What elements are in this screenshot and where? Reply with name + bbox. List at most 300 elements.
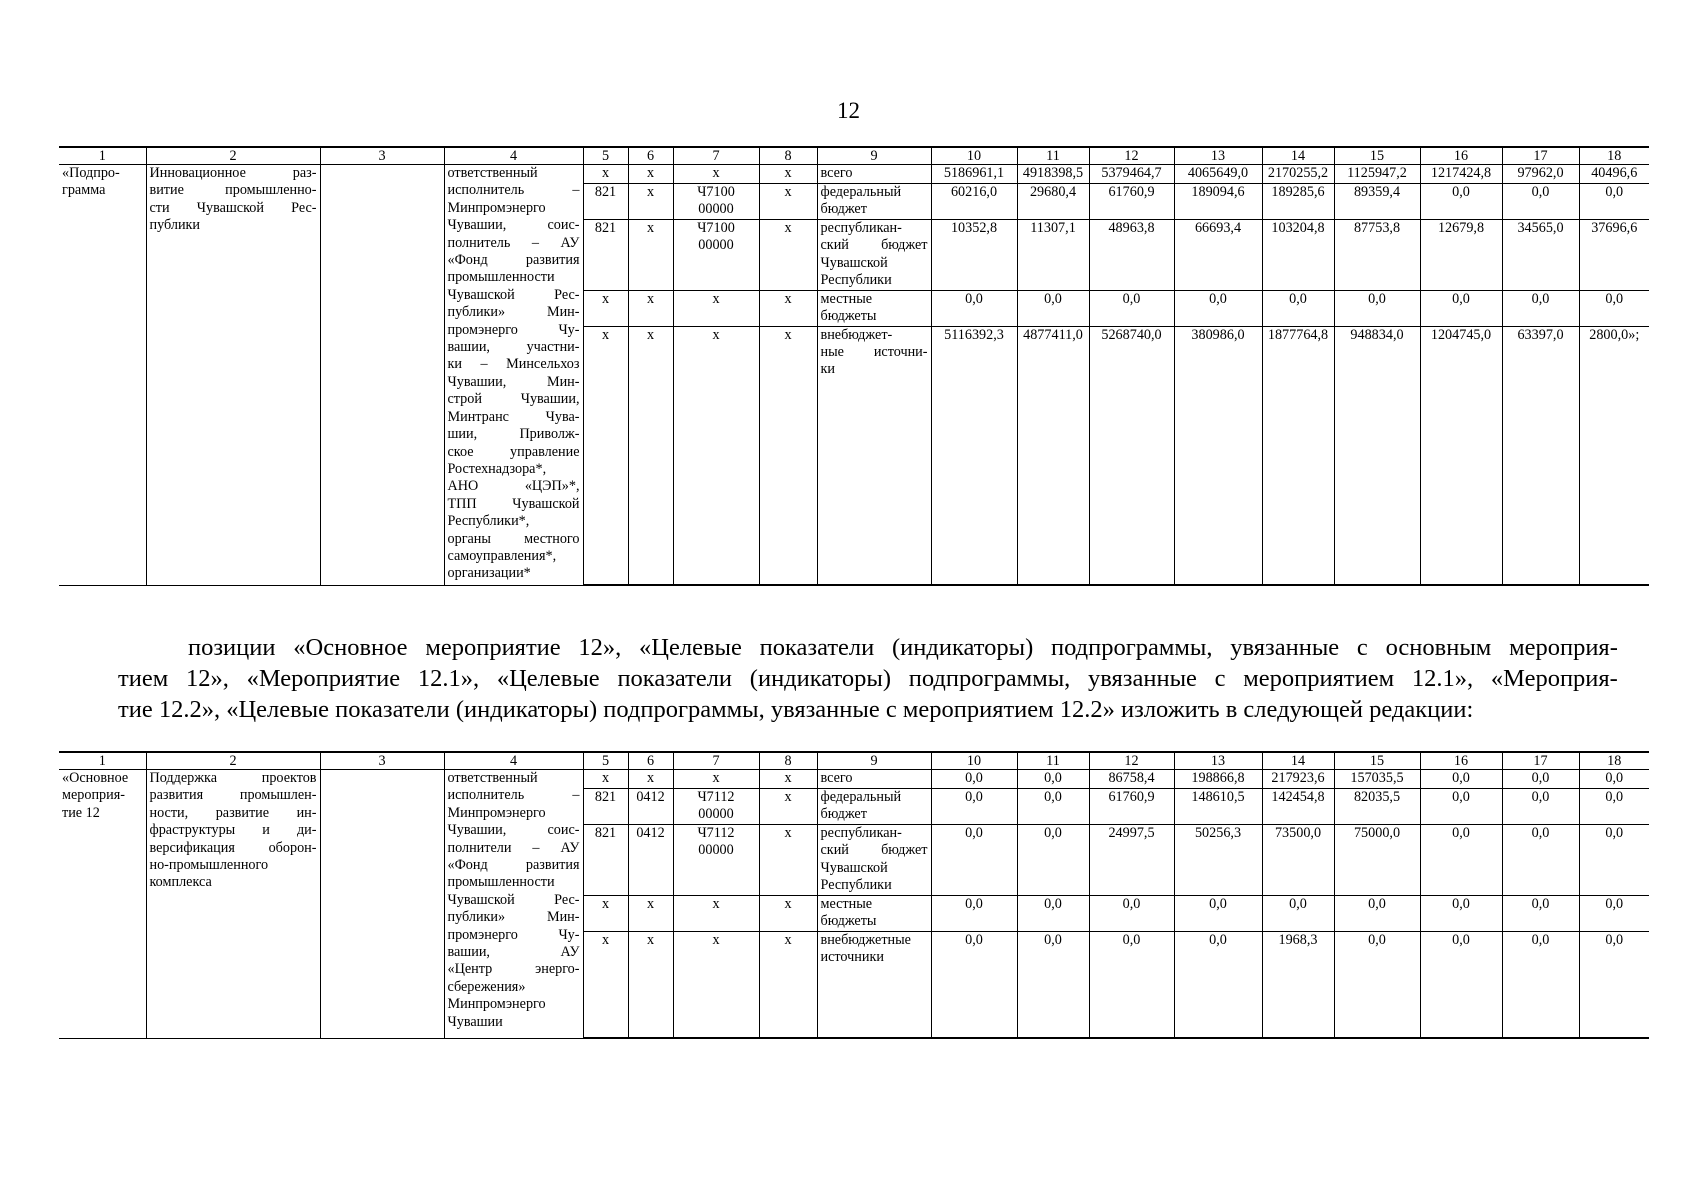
- expense-type: [759, 931, 817, 1038]
- cell-line: бюджеты: [820, 913, 877, 930]
- cell-line: 0412: [636, 789, 665, 805]
- cell-line: Чувашской: [820, 254, 888, 271]
- cell-line: Республики: [820, 272, 892, 289]
- amount-cell: 1125947,2: [1334, 165, 1420, 184]
- cell-line: x: [646, 931, 655, 948]
- cell-line: x: [784, 220, 792, 236]
- program-name: [59, 770, 146, 1039]
- cell-line: строй Чувашии,: [447, 391, 580, 408]
- cell-line: 0412: [636, 825, 665, 841]
- cell-line: Чувашии, Мин-: [447, 373, 580, 390]
- amount-cell: 0,0: [1579, 290, 1649, 326]
- cell-line: Чувашии: [447, 1013, 503, 1030]
- cell-line: x: [646, 290, 655, 307]
- page-number: 12: [837, 98, 860, 123]
- amount-cell: 4877411,0: [1017, 326, 1089, 585]
- column-number: 7: [673, 752, 759, 770]
- column-number: 17: [1502, 752, 1579, 770]
- cell-line: 821: [594, 789, 617, 805]
- amount-cell: 0,0: [1017, 770, 1089, 789]
- amount-cell: 2170255,2: [1262, 165, 1334, 184]
- target-article: [673, 770, 759, 789]
- target-article: [673, 895, 759, 931]
- grbs-code: [583, 290, 628, 326]
- column-number: 15: [1334, 752, 1420, 770]
- cell-line: 821: [594, 825, 617, 841]
- column-number: 1: [59, 147, 146, 165]
- grbs-code: [583, 326, 628, 585]
- amount-cell: 0,0: [1502, 789, 1579, 825]
- goal-cell: [320, 165, 444, 586]
- goal-cell: [320, 770, 444, 1039]
- column-number: 13: [1174, 147, 1262, 165]
- grbs-code: [583, 789, 628, 825]
- amount-cell: 66693,4: [1174, 220, 1262, 291]
- cell-line: Республики*,: [447, 513, 530, 530]
- amount-cell: 0,0: [1174, 895, 1262, 931]
- amount-cell: 0,0: [931, 789, 1017, 825]
- cell-line: ское управление: [447, 443, 580, 460]
- cell-line: «Центр энерго-: [447, 961, 580, 978]
- cell-line: ответственный: [447, 770, 538, 786]
- amount-cell: 0,0: [1089, 290, 1174, 326]
- cell-line: Чувашской Рес-: [447, 891, 580, 908]
- amount-cell: 0,0: [1579, 895, 1649, 931]
- amount-cell: 0,0: [1174, 931, 1262, 1038]
- column-number: 14: [1262, 147, 1334, 165]
- amount-cell: 86758,4: [1089, 770, 1174, 789]
- cell-line: x: [646, 184, 655, 200]
- cell-line: x: [712, 770, 720, 786]
- amount-cell: 0,0: [931, 895, 1017, 931]
- amount-cell: 1204745,0: [1420, 326, 1502, 585]
- cell-line: Республики: [820, 877, 892, 894]
- funding-source: [817, 895, 931, 931]
- cell-line: версификация оборон-: [149, 839, 317, 856]
- column-number: 14: [1262, 752, 1334, 770]
- expense-type: [759, 770, 817, 789]
- cell-line: промышленности: [447, 874, 555, 891]
- financing-table-subprogram: [59, 146, 1649, 586]
- cell-line: x: [712, 165, 720, 181]
- amount-cell: 0,0: [1017, 931, 1089, 1038]
- cell-line: x: [784, 290, 792, 307]
- cell-line: развития промышлен-: [149, 787, 317, 804]
- amount-cell: 0,0: [1579, 789, 1649, 825]
- amount-cell: 5268740,0: [1089, 326, 1174, 585]
- amount-cell: 0,0: [1502, 825, 1579, 896]
- section-code: [628, 290, 673, 326]
- amount-cell: 0,0: [931, 770, 1017, 789]
- cell-line: Инновационное раз-: [149, 165, 317, 181]
- cell-line: промэнерго Чу-: [447, 926, 580, 943]
- column-number: 8: [759, 752, 817, 770]
- cell-line: «Фонд развития: [447, 252, 580, 269]
- amount-cell: 4918398,5: [1017, 165, 1089, 184]
- program-title: [146, 770, 320, 1039]
- amount-cell: 2800,0»;: [1579, 326, 1649, 585]
- expense-type: [759, 789, 817, 825]
- amount-cell: 4065649,0: [1174, 165, 1262, 184]
- cell-line: x: [784, 825, 792, 841]
- cell-line: Минтранс Чува-: [447, 408, 580, 425]
- cell-line: ки – Минсельхоз: [447, 356, 580, 373]
- amount-cell: 63397,0: [1502, 326, 1579, 585]
- cell-line: источники: [820, 949, 884, 966]
- amount-cell: 1217424,8: [1420, 165, 1502, 184]
- program-name: [59, 165, 146, 586]
- cell-line: Минпромэнерго: [447, 996, 546, 1013]
- column-number: 3: [320, 752, 444, 770]
- cell-line: вашии, участни-: [447, 339, 580, 356]
- funding-source: [817, 931, 931, 1038]
- amount-cell: 198866,8: [1174, 770, 1262, 789]
- cell-line: тие 12: [62, 804, 100, 821]
- grbs-code: [583, 165, 628, 184]
- target-article: [673, 326, 759, 585]
- executors: [444, 165, 583, 586]
- section-code: [628, 931, 673, 1038]
- cell-line: Ч7100: [697, 184, 735, 200]
- cell-line: организации*: [447, 565, 531, 582]
- amount-cell: 89359,4: [1334, 184, 1420, 220]
- financing-table-main-activity-12: [59, 751, 1649, 1039]
- amount-cell: 0,0: [1579, 825, 1649, 896]
- cell-line: Поддержка проектов: [149, 770, 317, 786]
- cell-line: 00000: [698, 201, 734, 218]
- cell-line: x: [646, 895, 655, 912]
- section-code: [628, 165, 673, 184]
- expense-type: [759, 825, 817, 896]
- amount-cell: 0,0: [1420, 184, 1502, 220]
- cell-line: комплекса: [149, 874, 212, 891]
- amount-cell: 5116392,3: [931, 326, 1017, 585]
- funding-source: [817, 789, 931, 825]
- amount-cell: 148610,5: [1174, 789, 1262, 825]
- expense-type: [759, 165, 817, 184]
- column-number: 7: [673, 147, 759, 165]
- amount-cell: 0,0: [1579, 931, 1649, 1038]
- funding-source: [817, 184, 931, 220]
- amount-cell: 0,0: [1420, 931, 1502, 1038]
- target-article: [673, 220, 759, 291]
- amount-cell: 189285,6: [1262, 184, 1334, 220]
- cell-line: Чувашской: [820, 859, 888, 876]
- column-number: 13: [1174, 752, 1262, 770]
- amount-cell: 142454,8: [1262, 789, 1334, 825]
- cell-line: шии, Приволж-: [447, 426, 580, 443]
- cell-line: исполнитель –: [447, 787, 580, 804]
- amount-cell: 10352,8: [931, 220, 1017, 291]
- amount-cell: 82035,5: [1334, 789, 1420, 825]
- cell-line: x: [601, 770, 610, 786]
- column-number-row: [59, 147, 1649, 165]
- target-article: [673, 789, 759, 825]
- amount-cell: 0,0: [1420, 789, 1502, 825]
- column-number: 9: [817, 752, 931, 770]
- amount-cell: 1968,3: [1262, 931, 1334, 1038]
- cell-line: x: [784, 165, 792, 181]
- column-number-row: [59, 752, 1649, 770]
- amount-cell: 0,0: [1420, 770, 1502, 789]
- amount-cell: 0,0: [1502, 290, 1579, 326]
- amount-cell: 0,0: [1502, 770, 1579, 789]
- cell-line: Минпромэнерго: [447, 804, 546, 821]
- amount-cell: 0,0: [931, 825, 1017, 896]
- cell-line: 00000: [698, 806, 734, 823]
- amount-cell: 948834,0: [1334, 326, 1420, 585]
- cell-line: 821: [594, 184, 617, 200]
- amount-cell: 40496,6: [1579, 165, 1649, 184]
- cell-line: «Фонд развития: [447, 857, 580, 874]
- target-article: [673, 931, 759, 1038]
- cell-line: грамма: [62, 182, 106, 199]
- amount-cell: 37696,6: [1579, 220, 1649, 291]
- funding-source: [817, 290, 931, 326]
- cell-line: промэнерго Чу-: [447, 321, 580, 338]
- cell-line: всего: [820, 165, 853, 181]
- cell-line: ТПП Чувашской: [447, 495, 580, 512]
- column-number: 12: [1089, 147, 1174, 165]
- cell-line: фраструктуры и ди-: [149, 822, 317, 839]
- cell-line: Ч7112: [697, 825, 735, 841]
- cell-line: «Подпро-: [62, 165, 120, 181]
- cell-line: бюджет: [820, 201, 867, 218]
- cell-line: публики: [149, 217, 201, 234]
- amount-cell: 5186961,1: [931, 165, 1017, 184]
- amount-cell: 0,0: [1334, 290, 1420, 326]
- column-number: 11: [1017, 752, 1089, 770]
- cell-line: полнитель – АУ: [447, 234, 580, 251]
- cell-line: ский бюджет: [820, 842, 928, 859]
- amount-cell: 0,0: [1420, 290, 1502, 326]
- funding-source: [817, 770, 931, 789]
- cell-line: полнители – АУ: [447, 839, 580, 856]
- column-number: 4: [444, 752, 583, 770]
- column-number: 16: [1420, 752, 1502, 770]
- cell-line: сти Чувашской Рес-: [149, 199, 317, 216]
- expense-type: [759, 895, 817, 931]
- cell-line: x: [784, 184, 792, 200]
- cell-line: Чувашии, соис-: [447, 217, 580, 234]
- amount-cell: 61760,9: [1089, 789, 1174, 825]
- amount-cell: 0,0: [1017, 789, 1089, 825]
- cell-line: x: [784, 770, 792, 786]
- amount-cell: 34565,0: [1502, 220, 1579, 291]
- cell-line: ные источни-: [820, 344, 928, 361]
- funding-source: [817, 326, 931, 585]
- grbs-code: [583, 220, 628, 291]
- amount-cell: 0,0: [1089, 931, 1174, 1038]
- grbs-code: [583, 895, 628, 931]
- amount-cell: 5379464,7: [1089, 165, 1174, 184]
- cell-line: Ч7112: [697, 789, 735, 805]
- amount-cell: 1877764,8: [1262, 326, 1334, 585]
- section-code: [628, 825, 673, 896]
- cell-line: всего: [820, 770, 853, 786]
- expense-type: [759, 184, 817, 220]
- program-title: [146, 165, 320, 586]
- section-code: [628, 326, 673, 585]
- cell-line: ки: [820, 361, 835, 378]
- cell-line: местные: [820, 895, 873, 912]
- paragraph-line: позиции «Основное мероприятие 12», «Целевые показатели (индикаторы) подпрограммы, увязанные с основным мероприя-: [188, 634, 1618, 661]
- amount-cell: 0,0: [1017, 290, 1089, 326]
- cell-line: вашии, АУ: [447, 944, 580, 961]
- amount-cell: 12679,8: [1420, 220, 1502, 291]
- column-number: 3: [320, 147, 444, 165]
- cell-line: 00000: [698, 237, 734, 254]
- amount-cell: 0,0: [1174, 290, 1262, 326]
- cell-line: бюджет: [820, 806, 867, 823]
- cell-line: республикан-: [820, 825, 902, 841]
- amount-cell: 0,0: [1262, 290, 1334, 326]
- cell-line: x: [646, 326, 655, 343]
- grbs-code: [583, 825, 628, 896]
- cell-line: x: [712, 326, 720, 343]
- funding-source: [817, 825, 931, 896]
- column-number: 8: [759, 147, 817, 165]
- expense-type: [759, 290, 817, 326]
- amount-cell: 11307,1: [1017, 220, 1089, 291]
- cell-line: органы местного: [447, 530, 580, 547]
- cell-line: Чувашской Рес-: [447, 286, 580, 303]
- column-number: 18: [1579, 147, 1649, 165]
- column-number: 17: [1502, 147, 1579, 165]
- section-code: [628, 184, 673, 220]
- amount-cell: 73500,0: [1262, 825, 1334, 896]
- cell-line: промышленности: [447, 269, 555, 286]
- cell-line: x: [646, 220, 655, 236]
- cell-line: самоуправления*,: [447, 547, 557, 564]
- cell-line: x: [784, 895, 792, 912]
- cell-line: республикан-: [820, 220, 902, 236]
- amount-cell: 97962,0: [1502, 165, 1579, 184]
- cell-line: местные: [820, 290, 873, 307]
- amount-cell: 0,0: [931, 290, 1017, 326]
- expense-type: [759, 326, 817, 585]
- cell-line: исполнитель –: [447, 182, 580, 199]
- amount-cell: 380986,0: [1174, 326, 1262, 585]
- cell-line: ответственный: [447, 165, 538, 181]
- amount-cell: 0,0: [931, 931, 1017, 1038]
- table-row: [59, 770, 1649, 789]
- cell-line: Ростехнадзора*,: [447, 460, 547, 477]
- column-number: 6: [628, 752, 673, 770]
- amount-cell: 75000,0: [1334, 825, 1420, 896]
- cell-line: x: [601, 165, 610, 181]
- cell-line: x: [784, 326, 792, 343]
- column-number: 2: [146, 147, 320, 165]
- funding-source: [817, 220, 931, 291]
- column-number: 6: [628, 147, 673, 165]
- amount-cell: 48963,8: [1089, 220, 1174, 291]
- amount-cell: 0,0: [1502, 895, 1579, 931]
- column-number: 5: [583, 752, 628, 770]
- cell-line: Минпромэнерго: [447, 199, 546, 216]
- grbs-code: [583, 184, 628, 220]
- column-number: 12: [1089, 752, 1174, 770]
- cell-line: внебюджетные: [820, 931, 911, 948]
- column-number: 16: [1420, 147, 1502, 165]
- cell-line: «Основное: [62, 770, 129, 786]
- cell-line: бюджеты: [820, 308, 877, 325]
- section-code: [628, 770, 673, 789]
- amount-cell: 103204,8: [1262, 220, 1334, 291]
- cell-line: Чувашии, соис-: [447, 822, 580, 839]
- amount-cell: 0,0: [1017, 825, 1089, 896]
- table-row: [59, 165, 1649, 184]
- cell-line: федеральный: [820, 184, 902, 200]
- amount-cell: 217923,6: [1262, 770, 1334, 789]
- funding-source: [817, 165, 931, 184]
- column-number: 18: [1579, 752, 1649, 770]
- paragraph-line: тием 12», «Мероприятие 12.1», «Целевые показатели (индикаторы) подпрограммы, увязанные с мероприятием 12.1», «Мероприя-: [118, 665, 1618, 692]
- cell-line: мероприя-: [62, 787, 125, 804]
- column-number: 2: [146, 752, 320, 770]
- cell-line: 00000: [698, 842, 734, 859]
- amount-cell: 0,0: [1089, 895, 1174, 931]
- cell-line: x: [601, 326, 610, 343]
- amount-cell: 0,0: [1334, 931, 1420, 1038]
- amount-cell: 0,0: [1420, 825, 1502, 896]
- cell-line: публики» Мин-: [447, 304, 580, 321]
- cell-line: внебюджет-: [820, 326, 893, 343]
- amount-cell: 0,0: [1502, 184, 1579, 220]
- cell-line: x: [712, 290, 720, 307]
- amount-cell: 0,0: [1017, 895, 1089, 931]
- column-number: 5: [583, 147, 628, 165]
- cell-line: но-промышленного: [149, 857, 269, 874]
- cell-line: x: [784, 931, 792, 948]
- amount-cell: 0,0: [1334, 895, 1420, 931]
- amendment-paragraph: [118, 632, 1618, 725]
- cell-line: x: [601, 895, 610, 912]
- column-number: 1: [59, 752, 146, 770]
- grbs-code: [583, 931, 628, 1038]
- section-code: [628, 895, 673, 931]
- cell-line: федеральный: [820, 789, 902, 805]
- cell-line: x: [646, 165, 655, 181]
- cell-line: 821: [594, 220, 617, 236]
- column-number: 11: [1017, 147, 1089, 165]
- cell-line: АНО «ЦЭП»*,: [447, 478, 580, 495]
- amount-cell: 189094,6: [1174, 184, 1262, 220]
- amount-cell: 50256,3: [1174, 825, 1262, 896]
- cell-line: x: [646, 770, 655, 786]
- column-number: 10: [931, 147, 1017, 165]
- column-number: 4: [444, 147, 583, 165]
- amount-cell: 0,0: [1420, 895, 1502, 931]
- paragraph-line: тие 12.2», «Целевые показатели (индикаторы) подпрограммы, увязанные с мероприятием 12.2» изложить в следующей редакции:: [118, 696, 1474, 723]
- target-article: [673, 825, 759, 896]
- column-number: 10: [931, 752, 1017, 770]
- amount-cell: 87753,8: [1334, 220, 1420, 291]
- amount-cell: 157035,5: [1334, 770, 1420, 789]
- section-code: [628, 220, 673, 291]
- amount-cell: 0,0: [1579, 184, 1649, 220]
- amount-cell: 0,0: [1502, 931, 1579, 1038]
- column-number: 9: [817, 147, 931, 165]
- amount-cell: 0,0: [1579, 770, 1649, 789]
- cell-line: публики» Мин-: [447, 909, 580, 926]
- section-code: [628, 789, 673, 825]
- target-article: [673, 165, 759, 184]
- cell-line: x: [712, 931, 720, 948]
- cell-line: x: [601, 290, 610, 307]
- amount-cell: 61760,9: [1089, 184, 1174, 220]
- cell-line: Ч7100: [697, 220, 735, 236]
